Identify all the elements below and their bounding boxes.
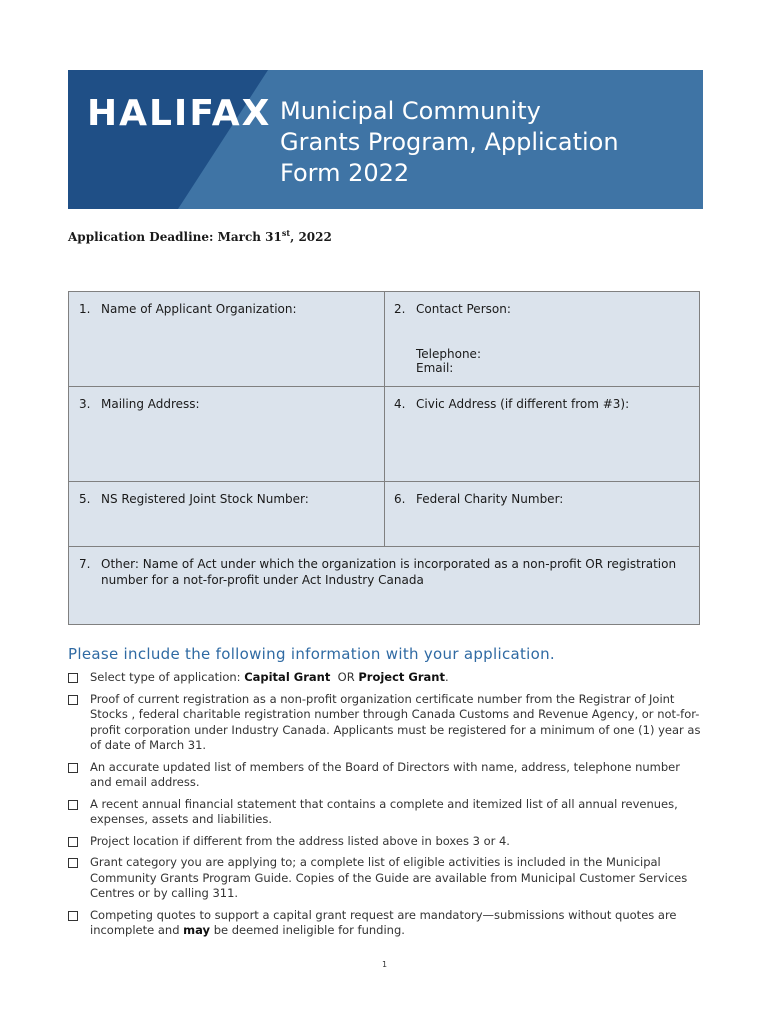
field-label: Name of Applicant Organization: xyxy=(101,302,297,316)
email-label: Email: xyxy=(416,361,454,375)
application-deadline xyxy=(68,228,332,244)
field-number: 2. xyxy=(394,302,406,316)
checklist-item xyxy=(68,855,703,902)
field-label-line-1: Other: Name of Act under which the organization is incorporated as a non-profit OR registration xyxy=(101,557,677,571)
checklist-title: Please include the following information with your application. xyxy=(68,645,555,663)
item-text: Proof of current registration as a non-profit organization certificate number from the Registrar of Joint Stocks , federal charitable registration number through Canada Customs and Revenue Agency, or not-for-profit corporation under Industry Canada. Applicants must be registered for a minimum of one (1) year as of date of March 31. xyxy=(90,691,701,752)
field-number: 7. xyxy=(79,557,91,571)
field-charity-number[interactable] xyxy=(394,492,694,546)
capital-grant-label: Capital Grant xyxy=(244,670,331,684)
field-organization-name[interactable] xyxy=(79,302,379,386)
header-banner xyxy=(68,70,703,209)
project-grant-label: Project Grant xyxy=(358,670,445,684)
checkbox-icon[interactable] xyxy=(68,763,78,773)
item-text: An accurate updated list of members of the Board of Directors with name, address, telephone number and email address. xyxy=(90,759,680,789)
field-label: NS Registered Joint Stock Number: xyxy=(101,492,309,506)
requirements-checklist xyxy=(68,670,703,945)
field-number: 4. xyxy=(394,397,406,411)
field-number: 5. xyxy=(79,492,91,506)
halifax-logo: HALIFAX xyxy=(87,93,272,134)
checkbox-icon[interactable] xyxy=(68,858,78,868)
page-number: 1 xyxy=(382,960,388,969)
item-text: Select type of application: xyxy=(90,670,245,684)
title-line-2: Grants Program, Application xyxy=(280,128,619,156)
item-text: Project location if different from the address listed above in boxes 3 or 4. xyxy=(90,833,510,848)
field-other-act[interactable] xyxy=(79,556,694,622)
row-divider xyxy=(69,481,699,482)
item-text: . xyxy=(444,670,449,684)
checklist-item xyxy=(68,760,703,791)
item-text: be deemed ineligible for funding. xyxy=(210,923,405,937)
checklist-item xyxy=(68,692,703,754)
field-number: 6. xyxy=(394,492,406,506)
deadline-ordinal: st xyxy=(281,228,291,238)
field-number: 1. xyxy=(79,302,91,316)
field-label: Mailing Address: xyxy=(101,397,200,411)
deadline-year: , 2022 xyxy=(290,230,332,244)
field-label: Civic Address (if different from #3): xyxy=(416,397,630,411)
checkbox-icon[interactable] xyxy=(68,695,78,705)
row-divider xyxy=(69,386,699,387)
checkbox-icon[interactable] xyxy=(68,800,78,810)
item-text: OR xyxy=(330,670,359,684)
checklist-item xyxy=(68,908,703,939)
page-title xyxy=(280,96,680,189)
item-text: A recent annual financial statement that contains a complete and itemized list of all annual revenues, expenses, assets and liabilities. xyxy=(90,796,678,826)
field-label: Federal Charity Number: xyxy=(416,492,564,506)
emphasis-may: may xyxy=(183,923,211,937)
field-label-line-2: number for a not-for-profit under Act Industry Canada xyxy=(101,573,424,587)
column-divider xyxy=(384,292,385,546)
deadline-text: Application Deadline: March 31 xyxy=(68,230,282,244)
field-label: Contact Person: xyxy=(416,302,511,316)
title-line-3: Form 2022 xyxy=(280,159,410,187)
field-number: 3. xyxy=(79,397,91,411)
checklist-item xyxy=(68,834,703,850)
item-text: Competing quotes to support a capital grant request are mandatory—submissions without quotes are incomplete and xyxy=(90,907,677,937)
telephone-label: Telephone: xyxy=(416,347,481,361)
checkbox-icon[interactable] xyxy=(68,673,78,683)
title-line-1: Municipal Community xyxy=(280,97,541,125)
row-divider xyxy=(69,546,699,547)
checklist-item xyxy=(68,670,703,686)
checklist-item xyxy=(68,797,703,828)
checkbox-icon[interactable] xyxy=(68,911,78,921)
checkbox-icon[interactable] xyxy=(68,837,78,847)
field-contact-person[interactable] xyxy=(394,302,694,386)
field-civic-address[interactable] xyxy=(394,397,694,481)
field-mailing-address[interactable] xyxy=(79,397,379,481)
item-text: Grant category you are applying to; a complete list of eligible activities is included in the Municipal Community Grants Program Guide. Copies of the Guide are available from Municipal Customer Services Centres or by calling 311. xyxy=(90,855,688,900)
field-joint-stock-number[interactable] xyxy=(79,492,379,546)
application-form-table xyxy=(68,291,700,625)
